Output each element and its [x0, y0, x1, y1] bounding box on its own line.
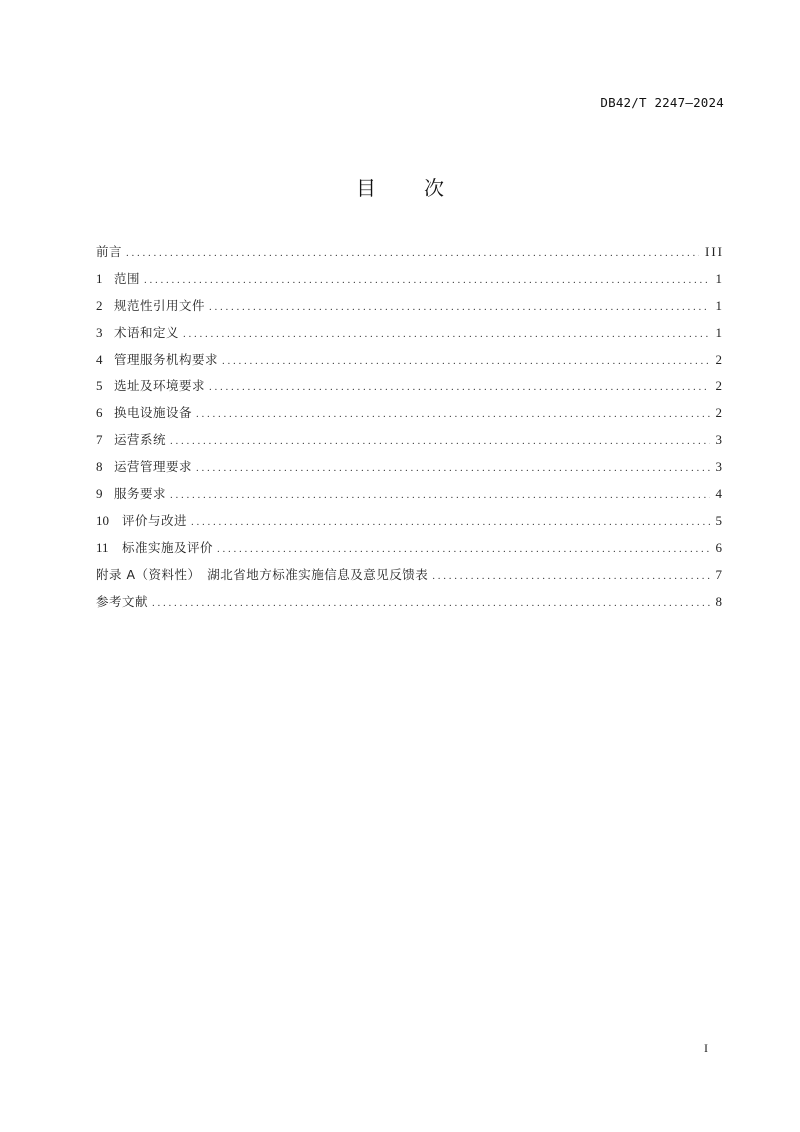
toc-page: 2 — [715, 351, 724, 367]
title-char-1: 目 — [356, 176, 376, 200]
dot-leader — [183, 323, 709, 345]
toc-link-foreword[interactable] — [96, 241, 724, 264]
dot-leader — [432, 565, 709, 587]
toc-label: 参考文献 — [96, 593, 149, 609]
toc-label: 附录 A（资料性） 湖北省地方标准实施信息及意见反馈表 — [96, 566, 429, 582]
toc-item-terms-definitions[interactable] — [96, 322, 724, 349]
toc-label: 运营管理要求 — [114, 459, 193, 475]
dot-leader — [126, 242, 699, 264]
toc-page: 6 — [715, 539, 724, 555]
toc-label: 范围 — [114, 270, 141, 286]
toc-page: 4 — [715, 486, 724, 502]
toc-link-service-requirements[interactable] — [96, 483, 724, 506]
toc-page: 7 — [715, 566, 724, 582]
toc-label: 前言 — [96, 244, 123, 259]
toc-number: 10 — [96, 512, 109, 528]
toc-item-bibliography[interactable] — [96, 591, 724, 618]
toc-link-terms-definitions[interactable] — [96, 322, 724, 345]
toc-page: 3 — [715, 432, 724, 448]
toc-item-operation-management[interactable] — [96, 456, 724, 483]
toc-label: 换电设施设备 — [114, 405, 193, 421]
toc-link-appendix-a[interactable] — [96, 564, 724, 587]
toc-item-normative-references[interactable] — [96, 295, 724, 322]
toc-label: 选址及环境要求 — [114, 378, 206, 394]
standard-code: DB42/T 2247—2024 — [600, 95, 724, 110]
dot-leader — [144, 269, 709, 291]
toc-page: 1 — [715, 270, 724, 286]
toc-page: 1 — [715, 324, 724, 340]
toc-page: 2 — [715, 378, 724, 394]
toc-label: 标准实施及评价 — [122, 539, 214, 555]
toc-number: 8 — [96, 459, 103, 475]
toc-link-standard-implementation[interactable] — [96, 537, 724, 560]
toc-page: 3 — [715, 459, 724, 475]
toc-item-scope[interactable] — [96, 268, 724, 295]
toc-number: 5 — [96, 378, 103, 394]
toc-link-bibliography[interactable] — [96, 591, 724, 614]
dot-leader — [209, 296, 709, 318]
toc-number: 7 — [96, 432, 103, 448]
toc-link-normative-references[interactable] — [96, 295, 724, 318]
page-number: I — [704, 1041, 708, 1055]
toc-link-site-environment[interactable] — [96, 375, 724, 398]
toc-label: 运营系统 — [114, 432, 167, 448]
toc-item-site-environment[interactable] — [96, 375, 724, 402]
toc-link-operation-management[interactable] — [96, 456, 724, 479]
toc-item-operation-system[interactable] — [96, 429, 724, 456]
toc-number: 11 — [96, 539, 109, 555]
toc-item-appendix-a[interactable] — [96, 564, 724, 591]
toc-item-service-requirements[interactable] — [96, 483, 724, 510]
toc-page: 5 — [715, 512, 724, 528]
page-title — [0, 172, 800, 201]
toc-page: III — [705, 244, 724, 259]
toc-number: 4 — [96, 351, 103, 367]
toc-number: 9 — [96, 486, 103, 502]
toc-page: 1 — [715, 297, 724, 313]
toc-number: 1 — [96, 270, 103, 286]
dot-leader — [170, 430, 709, 452]
toc-link-swap-equipment[interactable] — [96, 402, 724, 425]
dot-leader — [222, 350, 709, 372]
title-char-2: 次 — [424, 176, 444, 200]
toc-label: 评价与改进 — [122, 512, 188, 528]
dot-leader — [196, 403, 709, 425]
dot-leader — [209, 376, 709, 398]
toc-label: 规范性引用文件 — [114, 297, 206, 313]
toc-number: 2 — [96, 297, 103, 313]
toc-link-evaluation-improvement[interactable] — [96, 510, 724, 533]
toc-number: 3 — [96, 324, 103, 340]
dot-leader — [152, 592, 709, 614]
dot-leader — [196, 457, 709, 479]
toc-page: 8 — [715, 593, 724, 609]
toc-label: 术语和定义 — [114, 324, 180, 340]
toc-item-standard-implementation[interactable] — [96, 537, 724, 564]
dot-leader — [170, 484, 709, 506]
dot-leader — [191, 511, 709, 533]
toc-item-swap-equipment[interactable] — [96, 402, 724, 429]
dot-leader — [217, 538, 709, 560]
toc-item-evaluation-improvement[interactable] — [96, 510, 724, 537]
toc-link-operation-system[interactable] — [96, 429, 724, 452]
toc-link-scope[interactable] — [96, 268, 724, 291]
toc-item-management-org[interactable] — [96, 349, 724, 376]
toc-item-foreword[interactable] — [96, 241, 724, 268]
toc-link-management-org[interactable] — [96, 349, 724, 372]
toc-label: 服务要求 — [114, 486, 167, 502]
toc-label: 管理服务机构要求 — [114, 351, 219, 367]
toc-page: 2 — [715, 405, 724, 421]
toc-number: 6 — [96, 405, 103, 421]
table-of-contents — [96, 241, 724, 617]
